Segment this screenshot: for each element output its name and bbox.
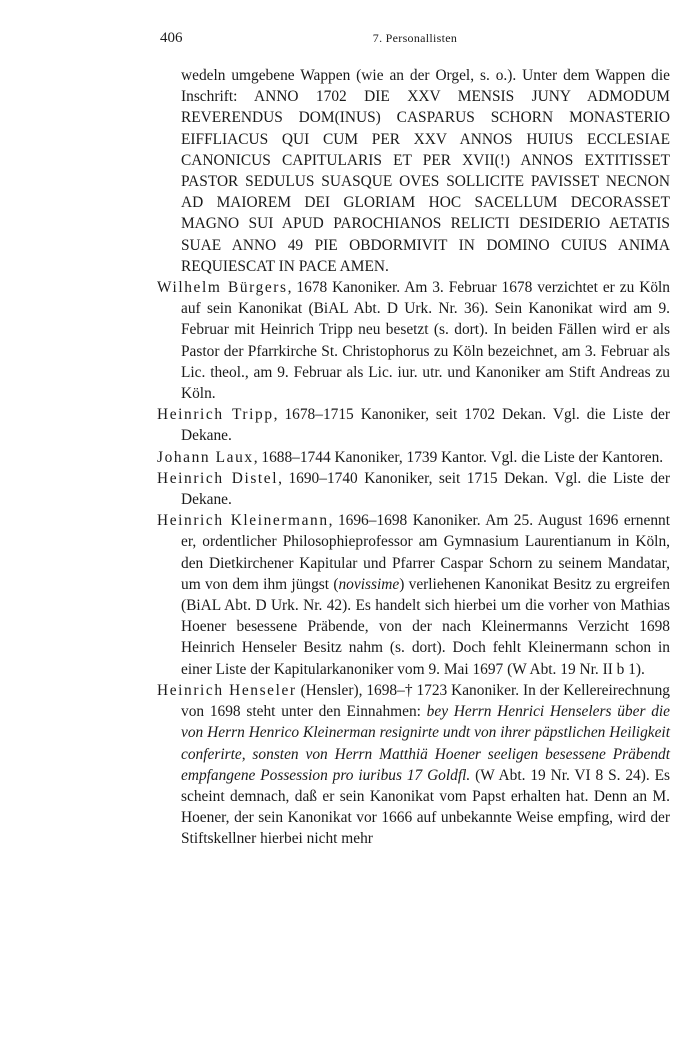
entry-name: Wilhelm Bürgers: [157, 279, 288, 297]
entry-text: ) verliehenen Kanonikat Besitz zu ergreifen (BiAL Abt. D Urk. Nr. 42). Es handelt sich hierbei um die vorher von Mathias Hoener besessene Präbende, von der nach Kleinermanns Verzicht 1698 Heinrich Henseler Besitz nahm (s. dort). Doch fehlt Kleinermann schon in einer Liste der Kapitularkanoniker vom 9. Mai 1697 (W Abt. 19 Nr. II b 1).: [181, 575, 670, 678]
entry-distel: [157, 468, 670, 510]
entry-text: , 1678 Kanoniker. Am 3. Februar 1678 verzichtet er zu Köln auf sein Kanonikat (BiAL Abt. D Urk. Nr. 36). Sein Kanonikat wird am 9. Februar mit Heinrich Tripp neu besetzt (s. dort). In beiden Fällen wird er als Pastor der Pfarrkirche St. Christophorus zu Köln bezeichnet, am 3. Februar als Lic. theol., am 9. Februar als Lic. iur. utr. und Kanoniker am Stift Andreas zu Köln.: [181, 279, 670, 403]
entry-name: Heinrich Tripp: [157, 406, 274, 424]
entry-text: , 1678–1715 Kanoniker, seit 1702 Dekan. Vgl. die Liste der Dekane.: [181, 406, 670, 445]
entry-text: (W Abt. 19 Nr. VI 8 S. 24). Es scheint demnach, daß er sein Kanonikat vom Papst erhalten hat. Denn an M. Hoener, der sein Kanonikat vor 1666 auf unbekannte Weise empfing, wird der Stiftskellner hierbei nicht mehr: [181, 766, 670, 848]
entry-henseler: [157, 680, 670, 850]
page-number: 406: [160, 30, 183, 46]
entry-name: Heinrich Henseler: [157, 681, 297, 699]
entry-text: , 1696–1698 Kanoniker. Am 25. August 1696 ernennt er, ordentlicher Philosophieprofessor am Gymnasium Laurentianum in Köln, den Dietkirchener Kapitular und Pfarrer Caspar Schorn zu seinem Mandatar, um von dem ihm jüngst (: [181, 512, 670, 593]
entry-text: , 1688–1744 Kanoniker, 1739 Kantor. Vgl. die Liste der Kantoren.: [253, 448, 664, 466]
entry-italic-term: novissime: [338, 575, 400, 593]
entry-laux: [157, 447, 670, 468]
running-title: 7. Personallisten: [372, 31, 458, 45]
entry-text: , 1690–1740 Kanoniker, seit 1715 Dekan. Vgl. die Liste der Dekane.: [181, 469, 670, 509]
entry-kleinermann: [157, 510, 670, 680]
entry-buergers: [157, 277, 670, 404]
continuation-paragraph: wedeln umgebene Wappen (wie an der Orgel, s. o.). Unter dem Wappen die Inschrift: ANNO 1702 DIE XXV MENSIS JUNY ADMODUM REVERENDUS DOM(INUS) CASPARUS SCHORN MONASTERIO EIFFLIACUS QUI CUM PER XXV ANNOS HUIUS ECCLESIAE CANONICUS CAPITULARIS ET PER XVII(!) ANNOS EXTITISSET PASTOR SEDULUS SUASQUE OVES SOLLICITE PAVISSET NECNON AD MAIOREM DEI GLORIAM HOC SACELLUM DECORASSET MAGNO SUI APUD PAROCHIANOS RELICTI DESIDERIO AETATIS SUAE ANNO 49 PIE OBDORMIVIT IN DOMINO CUIUS ANIMA REQUIESCAT IN PACE AMEN.: [181, 67, 670, 275]
entry-text: (Hensler), 1698–† 1723 Kanoniker. In der Kellereirechnung von 1698 steht unter den Einnahmen:: [181, 681, 670, 721]
entry-name: Heinrich Distel: [157, 469, 279, 487]
page-header: [160, 30, 670, 52]
entry-tripp: [157, 404, 670, 446]
entry-name: Heinrich Kleinermann: [157, 512, 329, 530]
body-text: [157, 65, 670, 850]
entry-italic-quote: bey Herrn Henrici Henselers über die von Herrn Henrico Kleinerman resignirte undt von ihrer päpstlichen Heiligkeit conferirte, sonsten von Herrn Matthiä Hoener seeligen besessene Präbendt empfangene Possession pro iuribus 17 Goldfl.: [181, 703, 670, 784]
entry-name: Johann Laux: [157, 448, 254, 466]
